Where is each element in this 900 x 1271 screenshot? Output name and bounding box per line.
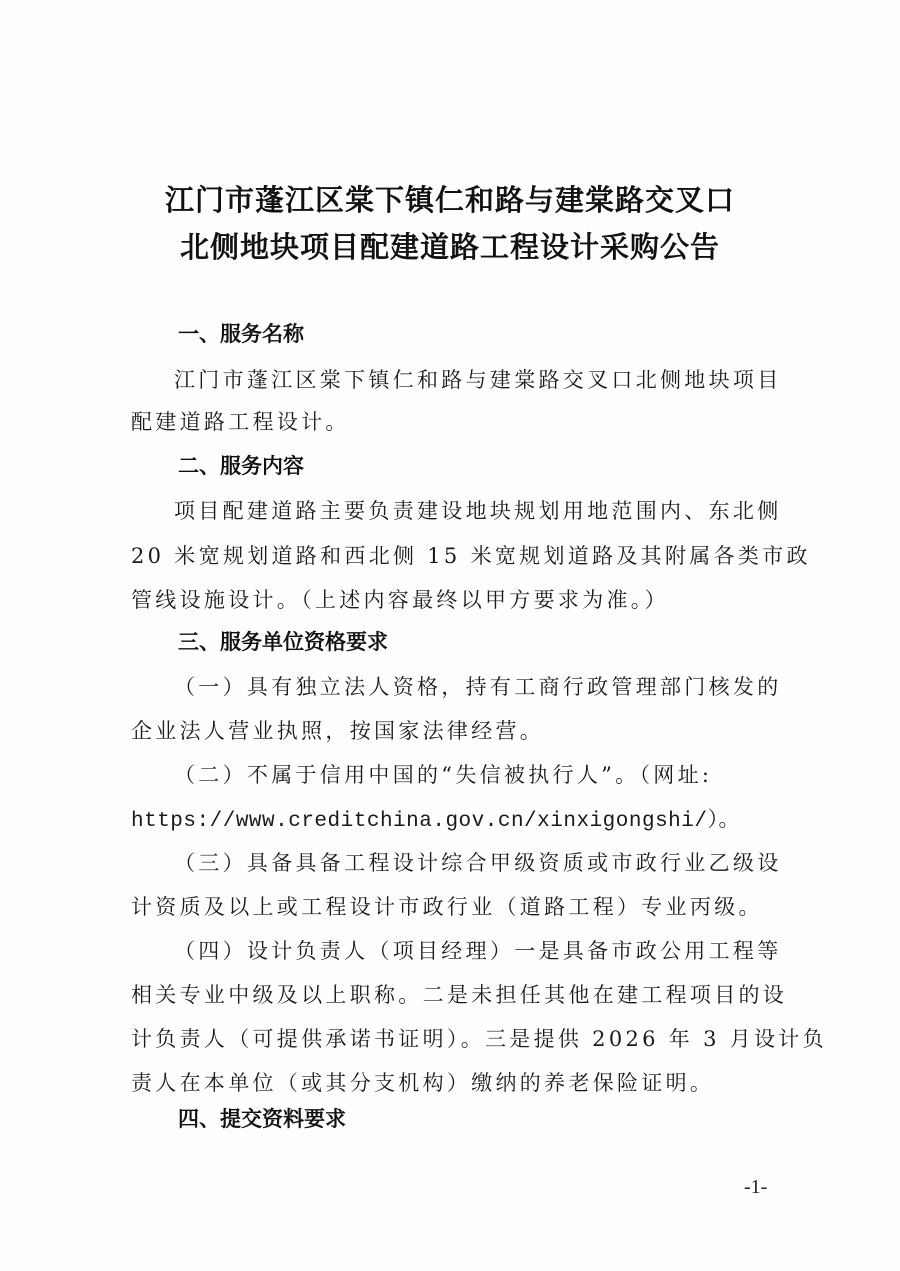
qualification-item-4-line: 责人在本单位（或其分支机构）缴纳的养老保险证明。 [131, 1071, 715, 1095]
paragraph-line: 配建道路工程设计。 [131, 410, 350, 434]
creditchina-url-text: https://www.creditchina.gov.cn/xinxigongshi/）。 [131, 810, 740, 833]
qualification-item-3-line: 计资质及以上或工程设计市政行业（道路工程）专业丙级。 [131, 895, 763, 919]
qualification-item-1-line: 企业法人营业执照，按国家法律经营。 [131, 719, 545, 743]
paragraph-line: 20 米宽规划道路和西北侧 15 米宽规划道路及其附属各类市政 [131, 544, 811, 568]
section-heading-qualification: 三、服务单位资格要求 [178, 630, 388, 654]
page-number: -1- [744, 1176, 768, 1198]
paragraph-line: 江门市蓬江区棠下镇仁和路与建棠路交叉口北侧地块项目 [174, 368, 782, 392]
paragraph-line: 项目配建道路主要负责建设地块规划用地范围内、东北侧 [174, 499, 782, 523]
document-title-line-1: 江门市蓬江区棠下镇仁和路与建棠路交叉口 [164, 183, 735, 217]
qualification-item-4-line: （四）设计负责人（项目经理）一是具备市政公用工程等 [174, 939, 782, 963]
section-heading-service-content: 二、服务内容 [178, 454, 304, 478]
qualification-item-4-line: 计负责人（可提供承诺书证明）。三是提供 2026 年 3 月设计负 [131, 1027, 827, 1051]
section-heading-service-name: 一、服务名称 [178, 322, 304, 346]
section-heading-submission: 四、提交资料要求 [178, 1107, 346, 1131]
paragraph-line: 管线设施设计。（上述内容最终以甲方要求为准。） [131, 588, 669, 612]
qualification-item-4-line: 相关专业中级及以上职称。二是未担任其他在建工程项目的设 [131, 983, 788, 1007]
qualification-item-3-line: （三）具备具备工程设计综合甲级资质或市政行业乙级设 [174, 851, 782, 875]
qualification-item-1-line: （一）具有独立法人资格，持有工商行政管理部门核发的 [174, 675, 782, 699]
qualification-item-2-line: （二）不属于信用中国的“失信被执行人”。（网址: [174, 763, 713, 787]
document-title-line-2: 北侧地块项目配建道路工程设计采购公告 [179, 230, 720, 264]
